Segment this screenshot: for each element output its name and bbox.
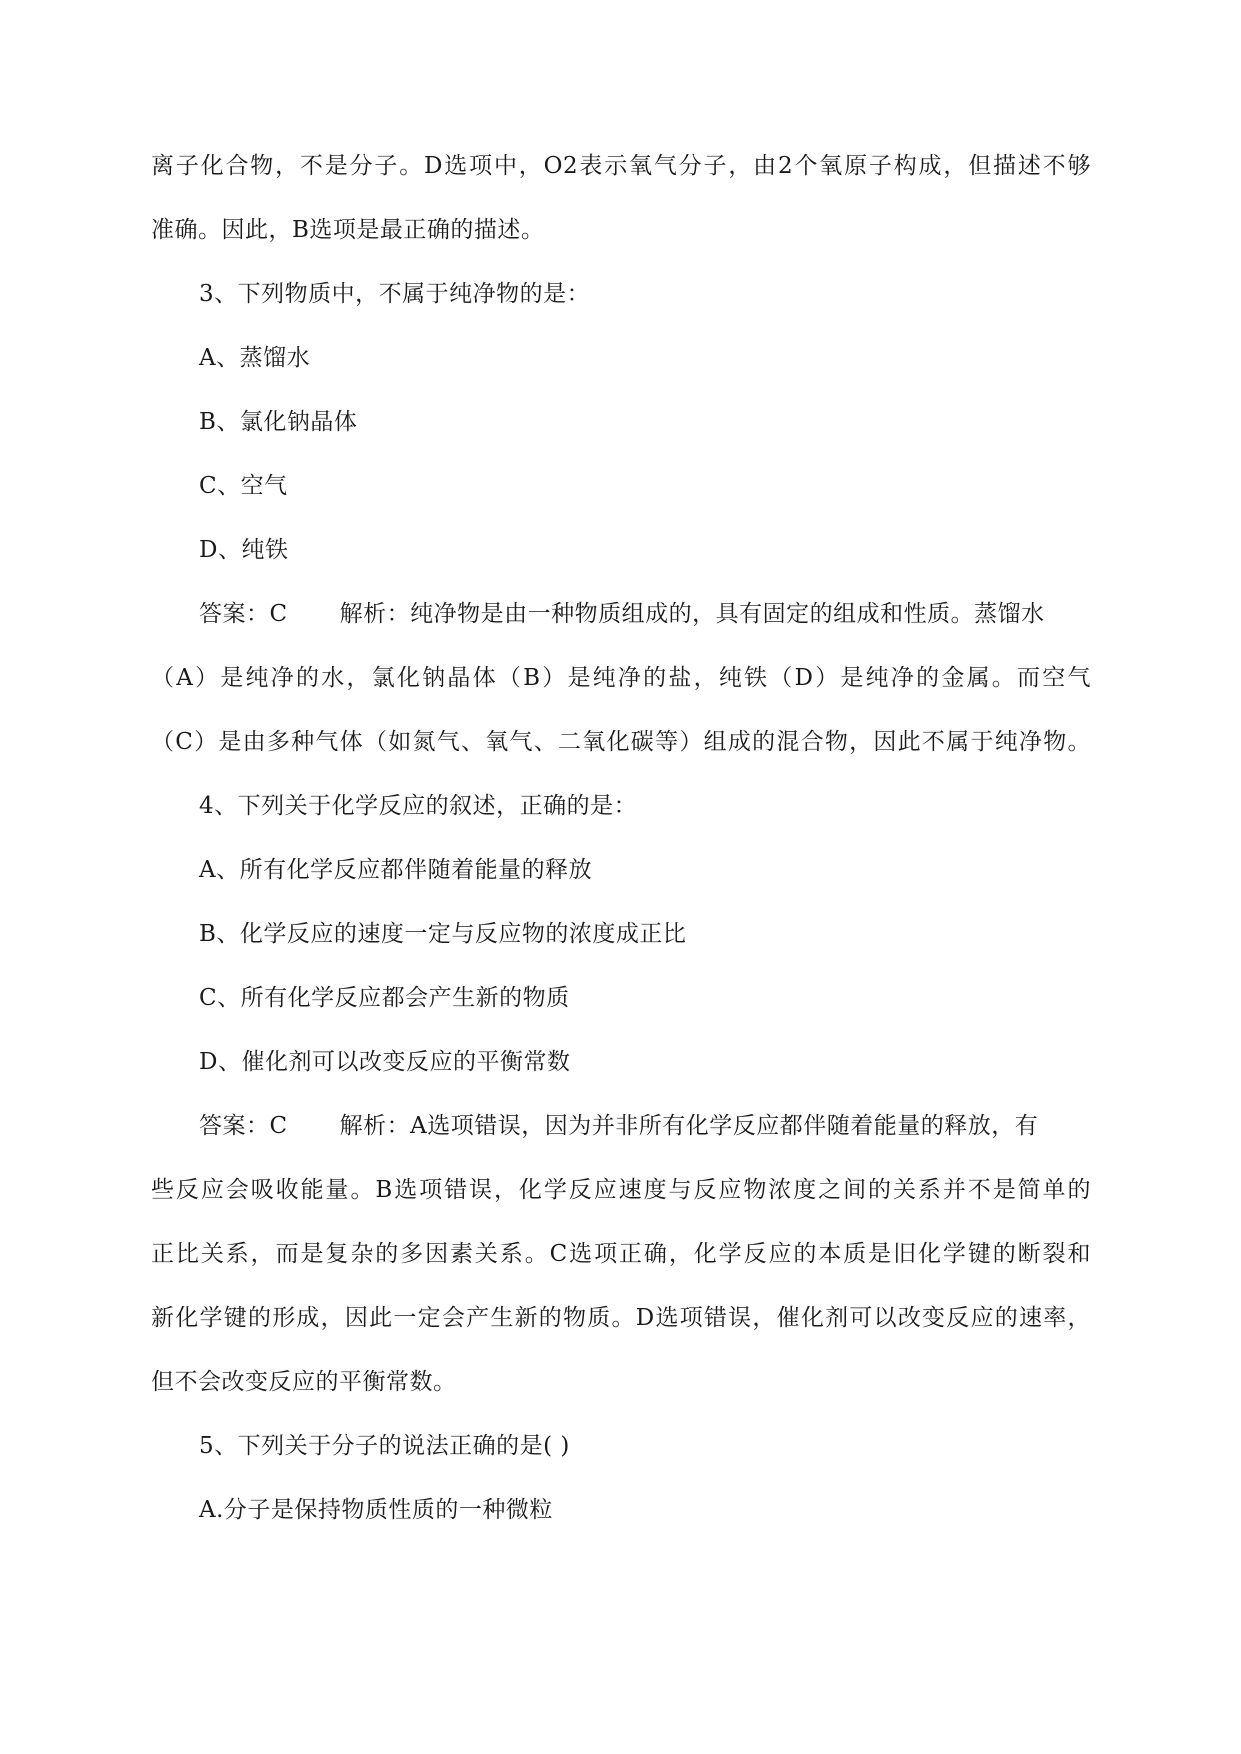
question-4-stem: 4、下列关于化学反应的叙述，正确的是：	[199, 793, 638, 819]
question-3-option-a: A、蒸馏水	[199, 345, 311, 371]
paragraph-line: （C）是由多种气体（如氮气、氧气、二氧化碳等）组成的混合物，因此不属于纯净物。	[151, 729, 1091, 755]
question-3-analysis: 解析：纯净物是由一种物质组成的，具有固定的组成和性质。蒸馏水	[339, 601, 1045, 627]
question-4-answer: 答案：C	[199, 1113, 288, 1139]
paragraph-line: 正比关系，而是复杂的多因素关系。C选项正确，化学反应的本质是旧化学键的断裂和	[151, 1241, 1091, 1267]
question-4-analysis: 解析：A选项错误，因为并非所有化学反应都伴随着能量的释放，有	[339, 1113, 1039, 1139]
question-4-option-b: B、化学反应的速度一定与反应物的浓度成正比	[199, 921, 687, 947]
question-4-answer-line	[199, 1110, 1091, 1142]
question-3-answer: 答案：C	[199, 601, 288, 627]
question-4-option-a: A、所有化学反应都伴随着能量的释放	[199, 857, 593, 883]
question-5-stem: 5、下列关于分子的说法正确的是( )	[199, 1433, 570, 1459]
question-4-option-d: D、催化剂可以改变反应的平衡常数	[199, 1049, 571, 1075]
paragraph-line: 些反应会吸收能量。B选项错误，化学反应速度与反应物浓度之间的关系并不是简单的	[151, 1177, 1091, 1203]
question-3-option-b: B、氯化钠晶体	[199, 409, 358, 435]
question-5-option-a: A.分子是保持物质性质的一种微粒	[199, 1497, 553, 1523]
question-3-option-d: D、纯铁	[199, 537, 289, 563]
paragraph-line: 但不会改变反应的平衡常数。	[151, 1369, 457, 1395]
question-3-option-c: C、空气	[199, 473, 288, 499]
paragraph-line: （A）是纯净的水，氯化钠晶体（B）是纯净的盐，纯铁（D）是纯净的金属。而空气	[151, 665, 1091, 691]
paragraph-line: 离子化合物，不是分子。D选项中，O2表示氧气分子，由2个氧原子构成，但描述不够	[151, 153, 1091, 179]
question-3-answer-line	[199, 598, 1091, 630]
paragraph-line: 准确。因此，B选项是最正确的描述。	[151, 217, 545, 243]
paragraph-line: 新化学键的形成，因此一定会产生新的物质。D选项错误，催化剂可以改变反应的速率，	[151, 1305, 1091, 1331]
question-3-stem: 3、下列物质中，不属于纯净物的是：	[199, 281, 591, 307]
question-4-option-c: C、所有化学反应都会产生新的物质	[199, 985, 570, 1011]
